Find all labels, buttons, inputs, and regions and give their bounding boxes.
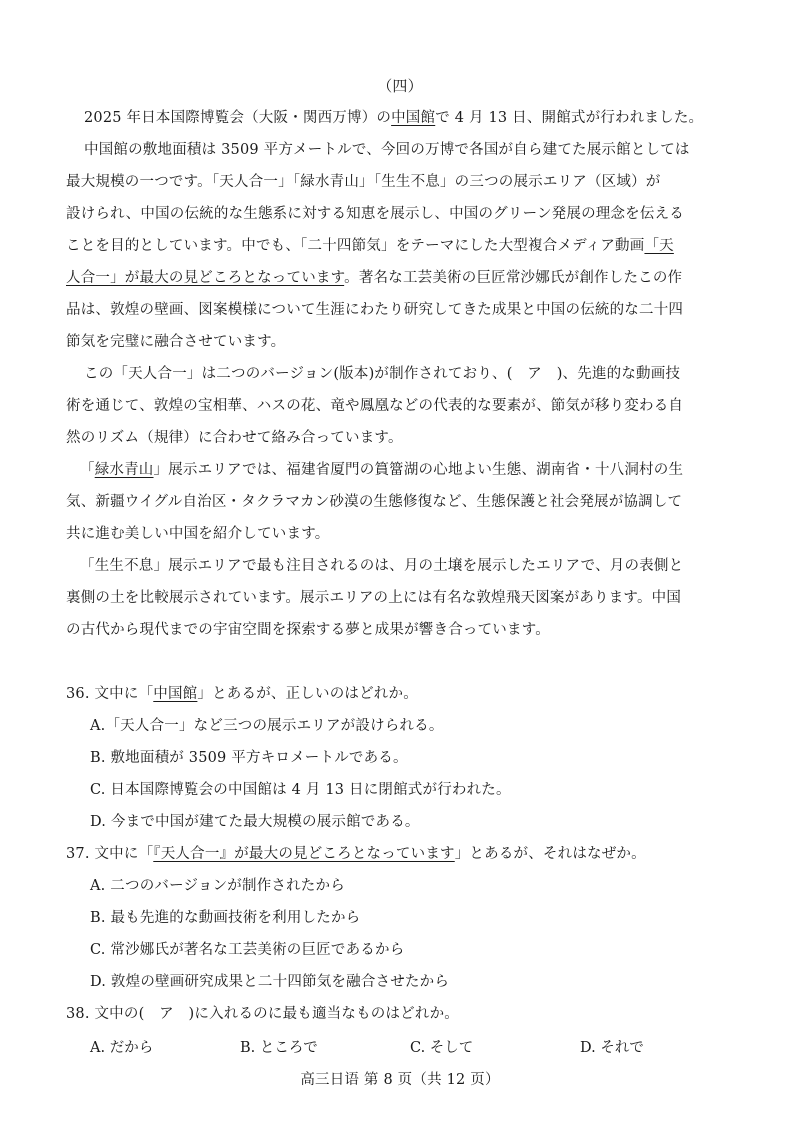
question-36-stem <box>66 684 418 704</box>
text-span: 」とあるが、それはなぜか。 <box>454 846 646 862</box>
passage-paragraph-3-line-1: この「天人合一」は二つのバージョン(版本)が制作されており、( ア )、先進的な動画技 <box>84 366 681 382</box>
question-37-option-c: C. 常沙娜氏が著名な工芸美術の巨匠であるから <box>90 942 405 958</box>
passage-paragraph-1-line-1 <box>84 108 703 128</box>
passage-paragraph-4-line-3: 共に進む美しい中国を紹介しています。 <box>66 526 330 542</box>
passage-paragraph-2-line-7: 節気を完璧に融合させています。 <box>66 334 286 350</box>
underlined-phrase-part-2: 人合一」が最大の見どころとなっています <box>66 270 345 286</box>
question-36-option-c: C. 日本国際博覧会の中国館は 4 月 13 日に閉館式が行われた。 <box>90 782 511 798</box>
text-span: で 4 月 13 日、開館式が行われました。 <box>435 110 704 126</box>
passage-paragraph-2-line-2: 最大規模の一つです。「天人合一」「緑水青山」「生生不息」の三つの展示エリア（区域）が <box>66 174 661 190</box>
question-38-option-a: A. だから <box>90 1040 154 1056</box>
text-span: 36. 文中に「 <box>66 686 154 702</box>
passage-paragraph-3-line-3: 然のリズム（規律）に合わせて絡み合っています。 <box>66 430 403 446</box>
underlined-phrase-part-1: 「天 <box>644 238 674 254</box>
text-span: ことを目的としています。中でも、「二十四節気」をテーマにした大型複合メディア動画 <box>66 238 645 254</box>
text-span: 。著名な工芸美術の巨匠常沙娜氏が創作したこの作 <box>344 270 683 286</box>
passage-paragraph-4-line-2: 気、新疆ウイグル自治区・タクラマカン砂漠の生態修復など、生態保護と社会発展が協調して <box>66 494 683 510</box>
underlined-phrase: 『天人合一』が最大の見どころとなっています <box>153 846 455 862</box>
question-37-stem <box>66 844 646 864</box>
text-span: 「 <box>80 462 95 478</box>
passage-paragraph-4-line-1 <box>80 460 683 480</box>
passage-paragraph-5-line-3: の古代から現代までの宇宙空間を探索する夢と成果が響き合っています。 <box>66 622 550 638</box>
question-37-option-b: B. 最も先進的な動画技術を利用したから <box>90 910 361 926</box>
text-span: 」展示エリアでは、福建省厦門の篔簹湖の心地よい生態、湖南省・十八洞村の生 <box>153 462 684 478</box>
underlined-term-china-pavilion: 中国館 <box>391 110 436 126</box>
question-38-option-c: C. そして <box>410 1040 474 1056</box>
text-span: 2025 年日本国際博覧会（大阪・関西万博）の <box>84 110 392 126</box>
passage-paragraph-5-line-1: 「生生不息」展示エリアで最も注目されるのは、月の土壌を展示したエリアで、月の表側と <box>80 558 684 574</box>
question-36-option-a: A.「天人合一」など三つの展示エリアが設けられる。 <box>90 718 444 734</box>
question-37-option-d: D. 敦煌の壁画研究成果と二十四節気を融合させたから <box>90 974 450 990</box>
underlined-term: 中国館 <box>153 686 198 702</box>
question-36-option-b: B. 敷地面積が 3509 平方キロメートルである。 <box>90 750 408 766</box>
passage-paragraph-2-line-1: 中国館の敷地面積は 3509 平方メートルで、今回の万博で各国が自ら建てた展示館としては <box>84 142 690 158</box>
section-title: （四） <box>377 77 423 95</box>
passage-paragraph-2-line-4 <box>66 236 674 256</box>
page-footer: 高三日语 第 8 页（共 12 页） <box>300 1072 500 1088</box>
passage-paragraph-2-line-6: 品は、敦煌の壁画、図案模様について生涯にわたり研究してきた成果と中国の伝統的な二十四 <box>66 302 684 318</box>
question-36-option-d: D. 今まで中国が建てた最大規模の展示館である。 <box>90 814 420 830</box>
question-38-option-b: B. ところで <box>240 1040 318 1056</box>
question-38-stem: 38. 文中の( ア )に入れるのに最も適当なものはどれか。 <box>66 1006 459 1022</box>
question-37-option-a: A. 二つのバージョンが制作されたから <box>90 878 345 894</box>
underlined-term-green-mountains: 緑水青山 <box>94 462 154 478</box>
text-span: 37. 文中に「 <box>66 846 154 862</box>
passage-paragraph-2-line-3: 設けられ、中国の伝統的な生態系に対する知恵を展示し、中国のグリーン発展の理念を伝える <box>66 206 684 222</box>
passage-paragraph-5-line-2: 裏側の土を比較展示されています。展示エリアの上には有名な敦煌飛天図案があります。中国 <box>66 590 682 606</box>
passage-paragraph-3-line-2: 術を通じて、敦煌の宝相華、ハスの花、竜や鳳凰などの代表的な要素が、節気が移り変わる自 <box>66 398 684 414</box>
passage-paragraph-2-line-5 <box>66 268 682 288</box>
question-38-option-d: D. それで <box>580 1040 644 1056</box>
text-span: 」とあるが、正しいのはどれか。 <box>197 686 418 702</box>
